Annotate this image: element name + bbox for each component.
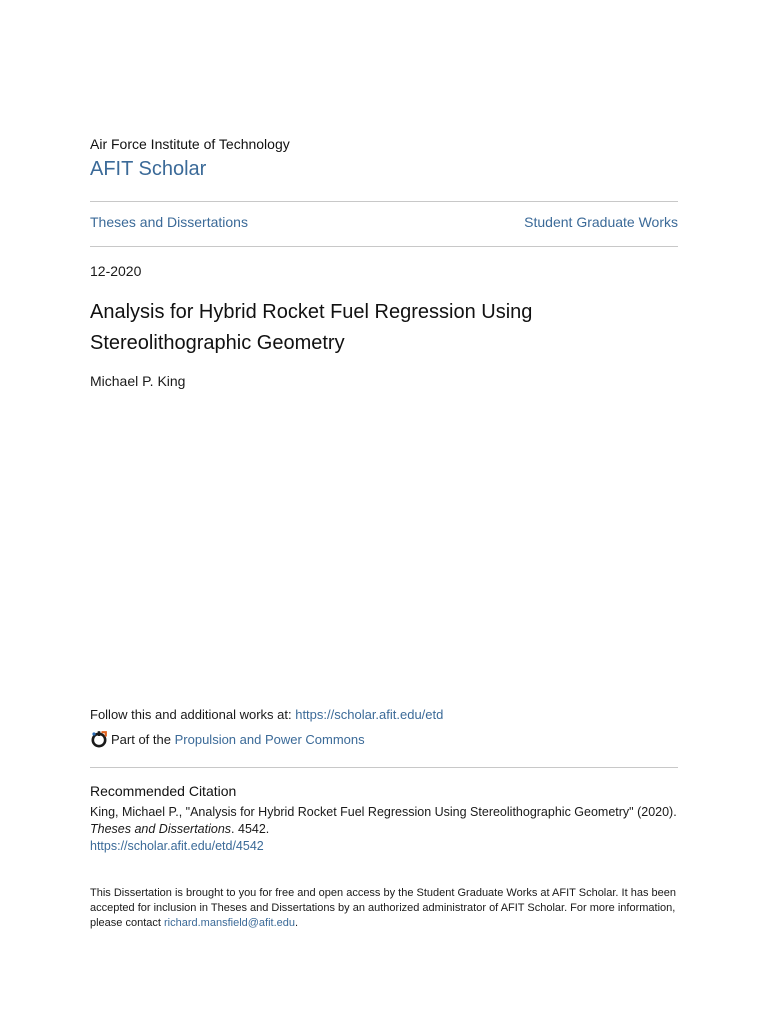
commons-discipline-link[interactable]: Propulsion and Power Commons: [174, 731, 365, 747]
collection-link[interactable]: Theses and Dissertations: [90, 214, 248, 230]
divider-citation: [90, 767, 678, 768]
part-of-prefix: Part of the: [111, 731, 171, 747]
part-of-line: [90, 730, 365, 748]
author-name: Michael P. King: [90, 373, 186, 389]
follow-url-link[interactable]: https://scholar.afit.edu/etd: [295, 707, 444, 722]
repository-link[interactable]: AFIT Scholar: [90, 158, 207, 180]
citation-body: [90, 804, 678, 855]
citation-number: . 4542.: [231, 822, 270, 836]
access-notice-text: This Dissertation is brought to you for free and open access by the Student Graduate Works at AFIT Scholar. It has been accepted for inclusion in Theses and Dissertations by an authorized administrator of AFIT Scholar. For more information, please contact: [90, 887, 676, 929]
follow-line: [90, 707, 443, 722]
access-notice: [90, 886, 678, 931]
citation-source: [90, 821, 678, 838]
divider-top: [90, 201, 678, 202]
document-title: Analysis for Hybrid Rocket Fuel Regression Using Stereolithographic Geometry: [90, 301, 533, 354]
citation-url-link[interactable]: https://scholar.afit.edu/etd/4542: [90, 839, 264, 853]
bepress-commons-icon: [90, 730, 108, 748]
citation-journal: Theses and Dissertations: [90, 822, 232, 836]
divider-nav: [90, 246, 678, 247]
contact-email-link[interactable]: richard.mansfield@afit.edu: [164, 917, 296, 929]
access-notice-end: .: [295, 917, 299, 929]
publication-date: 12-2020: [90, 263, 142, 279]
citation-text: King, Michael P., "Analysis for Hybrid Rocket Fuel Regression Using Stereolithographic Geometry" (2020).: [90, 805, 677, 819]
citation-heading: Recommended Citation: [90, 783, 237, 799]
follow-prefix: Follow this and additional works at:: [90, 707, 296, 722]
parent-collection-link[interactable]: Student Graduate Works: [524, 214, 678, 230]
institution-name: Air Force Institute of Technology: [90, 136, 290, 152]
